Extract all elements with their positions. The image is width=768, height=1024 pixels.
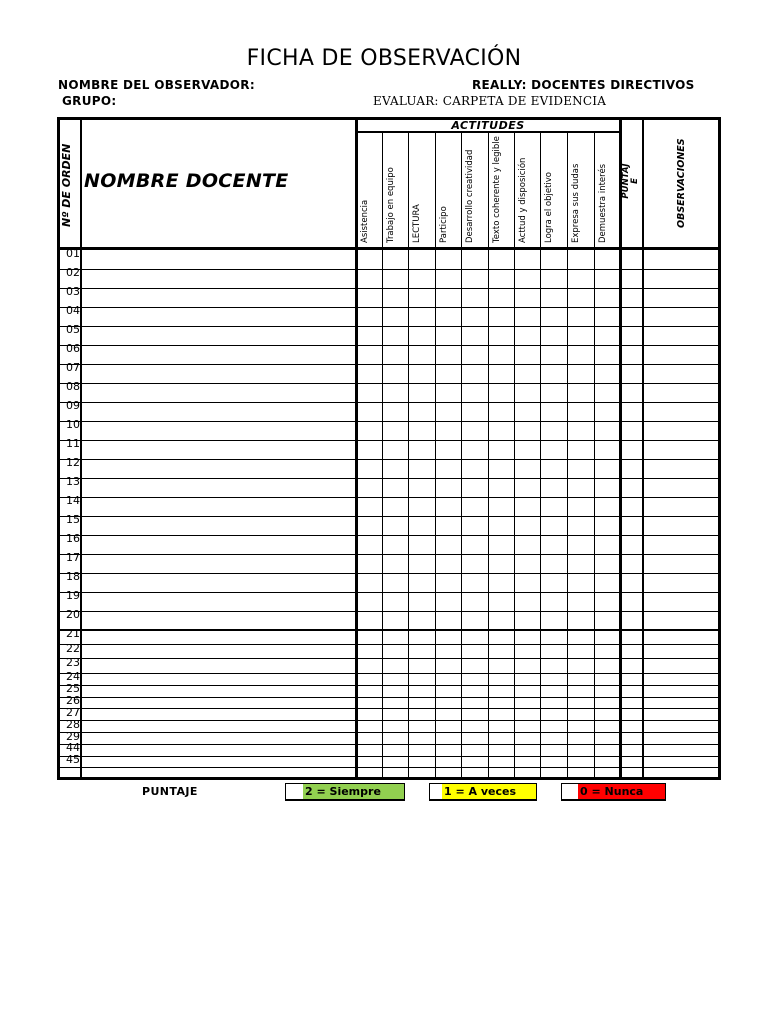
table-rule	[57, 326, 721, 327]
row-number: 10	[66, 418, 80, 431]
table-rule	[57, 708, 721, 709]
attitude-header: Acttud y disposición	[518, 157, 528, 243]
table-rule	[540, 132, 541, 779]
row-number: 18	[66, 570, 80, 583]
attitude-header: Participo	[439, 206, 449, 243]
table-rule	[57, 497, 721, 498]
table-rule	[57, 592, 721, 593]
table-rule	[435, 132, 436, 779]
attitudes-header: ACTITUDES	[451, 119, 525, 132]
row-number: 16	[66, 532, 80, 545]
attitude-header: Desarrollo creatividad	[465, 149, 475, 243]
table-rule	[57, 611, 721, 612]
table-rule	[567, 132, 568, 779]
row-number: 19	[66, 589, 80, 602]
table-rule	[57, 732, 721, 733]
table-rule	[57, 573, 721, 574]
table-rule	[57, 767, 721, 768]
row-number: 29	[66, 730, 80, 743]
table-rule	[57, 644, 721, 645]
table-rule	[718, 117, 721, 779]
table-rule	[57, 756, 721, 757]
legend-sometimes	[429, 783, 537, 801]
attitude-header: Trabajo en equipo	[386, 167, 396, 243]
row-number: 11	[66, 437, 80, 450]
table-rule	[57, 685, 721, 686]
table-rule	[57, 629, 721, 631]
row-number: 02	[66, 266, 80, 279]
attitude-header: Texto coherente y legible	[492, 136, 502, 243]
table-rule	[461, 132, 462, 779]
legend-never	[561, 783, 666, 801]
table-rule	[57, 658, 721, 659]
table-rule	[57, 383, 721, 384]
row-number: 09	[66, 399, 80, 412]
row-number: 04	[66, 304, 80, 317]
row-number: 12	[66, 456, 80, 469]
row-number: 08	[66, 380, 80, 393]
table-rule	[57, 421, 721, 422]
table-rule	[57, 247, 721, 250]
table-rule	[408, 132, 409, 779]
attitude-header: Demuestra interés	[598, 163, 608, 243]
group-label: GRUPO:	[62, 94, 117, 108]
row-number: 24	[66, 670, 80, 683]
really-label: REALLY: DOCENTES DIRECTIVOS	[472, 78, 695, 92]
table-rule	[488, 132, 489, 779]
table-rule	[57, 345, 721, 346]
row-number: 15	[66, 513, 80, 526]
table-rule	[57, 307, 721, 308]
row-number: 45	[66, 753, 80, 766]
row-number: 26	[66, 694, 80, 707]
row-number: 23	[66, 656, 80, 669]
evaluate-label: EVALUAR: CARPETA DE EVIDENCIA	[373, 94, 607, 108]
table-rule	[57, 364, 721, 365]
table-rule	[57, 459, 721, 460]
score-header: PUNTAJE	[621, 163, 640, 199]
table-rule	[619, 117, 622, 779]
table-rule	[57, 288, 721, 289]
legend-never-text: 0 = Nunca	[578, 784, 665, 799]
row-number: 27	[66, 706, 80, 719]
table-rule	[57, 554, 721, 555]
row-number: 21	[66, 627, 80, 640]
order-header: Nº DE ORDEN	[60, 143, 73, 227]
table-rule	[80, 117, 82, 779]
table-rule	[57, 440, 721, 441]
table-rule	[57, 269, 721, 270]
observer-label: NOMBRE DEL OBSERVADOR:	[58, 78, 255, 92]
table-rule	[642, 117, 644, 779]
row-number: 17	[66, 551, 80, 564]
row-number: 28	[66, 718, 80, 731]
table-rule	[57, 478, 721, 479]
attitude-header: Expresa sus dudas	[571, 163, 581, 243]
table-rule	[57, 535, 721, 536]
table-rule	[382, 132, 383, 779]
legend-always	[285, 783, 405, 801]
attitude-header: Logra el objetivo	[544, 172, 554, 243]
attitude-header: LECTURA	[412, 204, 422, 243]
table-rule	[57, 744, 721, 745]
attitude-header: Asistencia	[360, 199, 370, 243]
table-rule	[355, 117, 358, 779]
row-number: 14	[66, 494, 80, 507]
row-number: 22	[66, 642, 80, 655]
name-header: NOMBRE DOCENTE	[84, 170, 289, 192]
row-number: 06	[66, 342, 80, 355]
table-rule	[57, 516, 721, 517]
row-number: 20	[66, 608, 80, 621]
row-number: 05	[66, 323, 80, 336]
legend-sometimes-text: 1 = A veces	[442, 784, 536, 799]
page-title: FICHA DE OBSERVACIÓN	[246, 46, 522, 71]
row-number: 13	[66, 475, 80, 488]
legend-always-text: 2 = Siempre	[303, 784, 404, 799]
table-rule	[57, 673, 721, 674]
row-number: 44	[66, 741, 80, 754]
row-number: 01	[66, 247, 80, 260]
row-number: 03	[66, 285, 80, 298]
legend-label: PUNTAJE	[142, 785, 198, 798]
table-rule	[57, 697, 721, 698]
table-rule	[594, 132, 595, 779]
table-rule	[57, 402, 721, 403]
table-rule	[57, 720, 721, 721]
table-rule	[514, 132, 515, 779]
observations-header: OBSERVACIONES	[676, 138, 687, 228]
row-number: 07	[66, 361, 80, 374]
row-number: 25	[66, 682, 80, 695]
